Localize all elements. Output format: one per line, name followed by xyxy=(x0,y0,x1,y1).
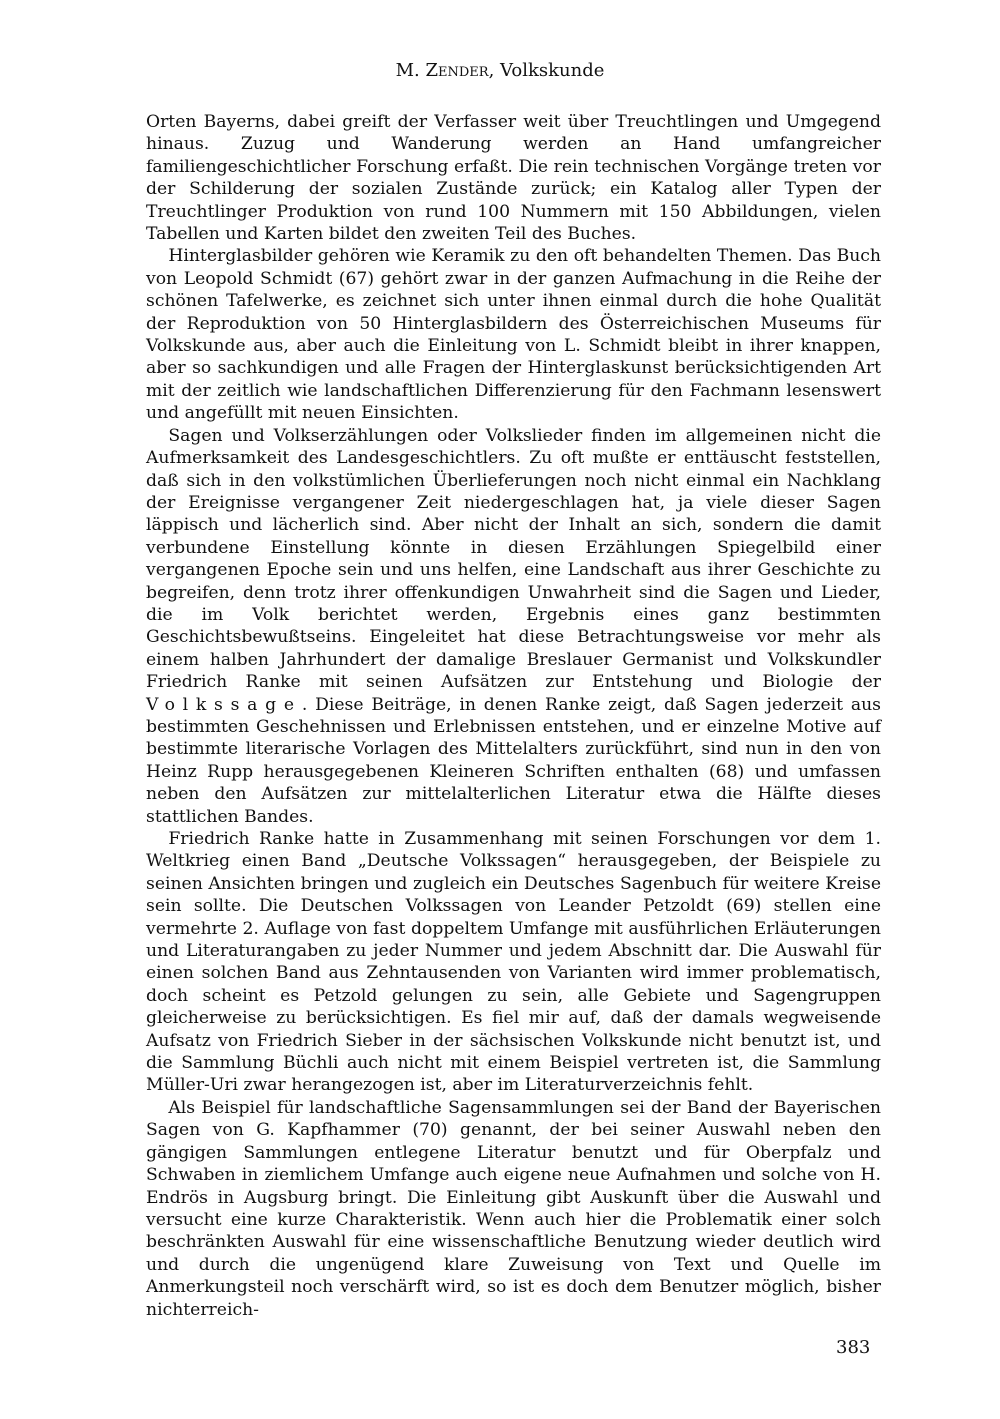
spaced-term: Volkssage xyxy=(146,694,302,715)
paragraph-3 xyxy=(146,425,881,828)
author-initial: M. xyxy=(395,60,420,81)
paragraph-1: Orten Bayerns, dabei greift der Verfasser weit über Treuchtlingen und Umgegend hinaus. Zuzug und Wanderung werden an Hand umfangreicher familiengeschichtlicher Forschung erfaßt. Die rein technischen Vorgänge treten vor der Schilderung der sozialen Zustände zurück; ein Katalog aller Typen der Treuchtlinger Produktion von rund 100 Nummern mit 150 Abbildungen, vielen Tabellen und Karten bildet den zweiten Teil des Buches. xyxy=(146,112,881,245)
paragraph-3-text-before: Sagen und Volkserzählungen oder Volkslieder finden im allgemeinen nicht die Aufmerksamkeit des Landesgeschichtlers. Zu oft mußte er enttäuscht feststellen, daß sich in den volkstümlichen Überlieferungen noch nicht einmal ein Nachklang der Ereignisse vergangener Zeit niedergeschlagen hat, ja viele dieser Sagen läppisch und lächerlich sind. Aber nicht der Inhalt an sich, sondern die damit verbundene Einstellung könnte in diesen Erzählungen Spiegelbild einer vergangenen Epoche sein und uns helfen, eine Landschaft aus ihrer Geschichte zu begreifen, denn trotz ihrer offenkundigen Unwahrheit sind die Sagen und Lieder, die im Volk berichtet werden, Ergebnis eines ganz bestimmten Geschichtsbewußtseins. Eingeleitet hat diese Betrachtungsweise vor mehr als einem halben Jahrhundert der damalige Breslauer Germanist und Volkskundler Friedrich Ranke mit seinen Aufsätzen zur Entstehung und Biologie der xyxy=(146,425,881,693)
running-header xyxy=(0,60,1000,81)
body-text xyxy=(146,111,881,1321)
paragraph-4: Friedrich Ranke hatte in Zusammenhang mit seinen Forschungen vor dem 1. Weltkrieg einen Band „Deutsche Volkssagen“ herausgegeben, der Beispiele zu seinen Ansichten bringen und zugleich ein Deutsches Sagenbuch für weitere Kreise sein sollte. Die Deutschen Volkssagen von Leander Petzoldt (69) stellen eine vermehrte 2. Auflage von fast doppeltem Umfange mit ausführlichen Erläuterungen und Literaturangaben zu jeder Nummer und jedem Abschnitt dar. Die Auswahl für einen solchen Band aus Zehntausenden von Varianten wird immer problematisch, doch scheint es Petzold gelungen zu sein, alle Gebiete und Sagengruppen gleicherweise zu berücksichtigen. Es fiel mir auf, daß der damals wegweisende Aufsatz von Friedrich Sieber in der sächsischen Volkskunde nicht benutzt ist, und die Sammlung Büchli auch nicht mit einem Beispiel vertreten ist, die Sammlung Müller-Uri zwar herangezogen ist, aber im Literaturverzeichnis fehlt. xyxy=(146,829,881,1096)
page-number: 383 xyxy=(836,1337,871,1358)
author-name: Zender, xyxy=(425,60,495,81)
paragraph-3-text-after: . Diese Beiträge, in denen Ranke zeigt, daß Sagen jederzeit aus bestimmten Geschehnissen und Erlebnissen entstehen, und er einzelne Motive auf bestimmte literarische Vorlagen des Mittelalters zurückführt, sind nun in den von Heinz Rupp herausgegebenen Kleineren Schriften enthalten (68) und umfassen neben den Aufsätzen zur mittelalterlichen Literatur etwa die Hälfte dieses stattlichen Bandes. xyxy=(146,694,881,827)
section-title: Volkskunde xyxy=(500,60,605,81)
paragraph-2: Hinterglasbilder gehören wie Keramik zu den oft behandelten Themen. Das Buch von Leopold Schmidt (67) gehört zwar in der ganzen Aufmachung in die Reihe der schönen Tafelwerke, es zeichnet sich unter ihnen einmal durch die hohe Qualität der Reproduktion von 50 Hinterglasbildern des Österreichischen Museums für Volkskunde aus, aber auch die Einleitung von L. Schmidt bleibt in ihrer knappen, aber so sachkundigen und alle Fragen der Hinterglaskunst berücksichtigenden Art mit der zeitlich wie landschaftlichen Differenzierung für den Fachmann lesenswert und angefüllt mit neuen Einsichten. xyxy=(146,246,881,424)
paragraph-5: Als Beispiel für landschaftliche Sagensammlungen sei der Band der Bayerischen Sagen von G. Kapfhammer (70) genannt, der bei seiner Auswahl neben den gängigen Sammlungen entlegene Literatur benutzt und für Oberpfalz und Schwaben in ziemlichem Umfange auch eigene neue Aufnahmen und solche von H. Endrös in Augsburg bringt. Die Einleitung gibt Auskunft über die Auswahl und versucht eine kurze Charakteristik. Wenn auch hier die Problematik einer solch beschränkten Auswahl für eine wissenschaftliche Benutzung wieder deutlich wird und durch die ungenügend klare Zuweisung von Text und Quelle im Anmerkungsteil noch verschärft wird, so ist es doch dem Benutzer möglich, bisher nichterreich- xyxy=(146,1097,881,1320)
